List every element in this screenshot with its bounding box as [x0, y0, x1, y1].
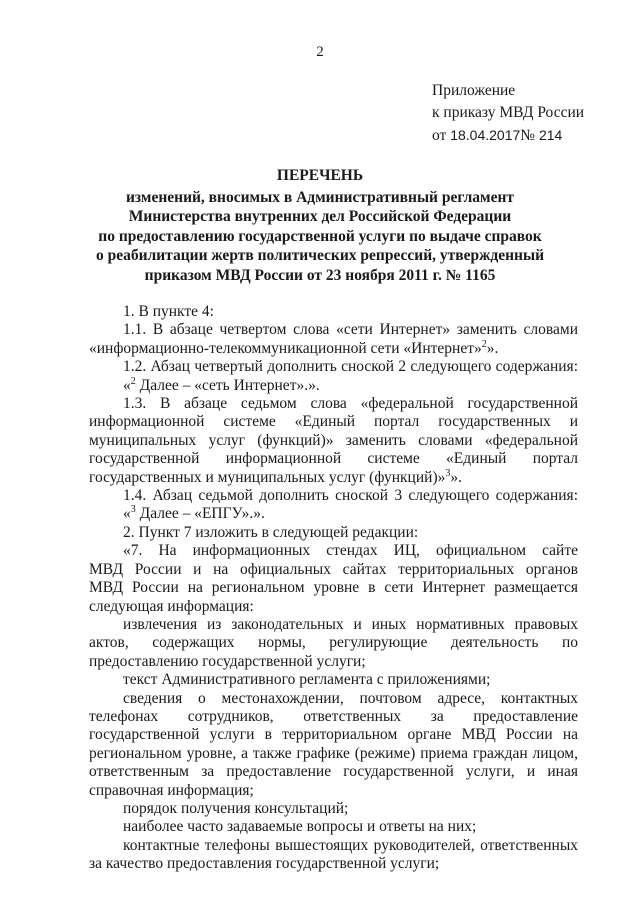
body-line: государственной услуги в территориальном органе МВД России на: [89, 726, 578, 744]
title-line: Министерства внутренних дел Российской Федерации: [128, 208, 512, 225]
appendix-block: [432, 80, 584, 147]
body-line: ответственным за предоставление государственной услуги, и иная: [89, 763, 578, 781]
text-run: Далее – «ЕПГУ».».: [135, 505, 265, 523]
body-line: сведения о местонахождении, почтовом адресе, контактных: [123, 689, 578, 707]
appendix-order-ref: к приказу МВД России: [432, 104, 585, 121]
title-line: приказом МВД России от 23 ноября 2011 г. № 1165: [144, 266, 496, 284]
order-date: 18.04.2017: [450, 127, 521, 143]
date-prefix: от: [432, 127, 447, 144]
body-line: МВД России на региональном уровне в сети Интернет размещается: [89, 579, 578, 597]
appendix-label: Приложение: [432, 82, 516, 99]
text-run: «: [123, 505, 131, 523]
body-line: 1.2. Абзац четвертый дополнить сноской 2 следующего содержания:: [123, 358, 578, 376]
title-line: о реабилитации жертв политических репрессий, утвержденный: [96, 247, 544, 264]
body-line: [89, 469, 578, 487]
number-sign: №: [520, 127, 536, 144]
title-main: ПЕРЕЧЕНЬ: [276, 167, 364, 184]
text-run: «: [123, 376, 131, 394]
footnote-mark: 3: [130, 504, 136, 516]
body-line: за качество предоставления государственной услуги;: [89, 855, 440, 873]
text-run: ».: [486, 339, 499, 357]
body-line: порядок получения консультаций;: [123, 799, 349, 817]
body-line: 1.4. Абзац седьмой дополнить сноской 3 следующего содержания:: [123, 487, 578, 505]
body-line: [89, 505, 578, 523]
text-run: «информационно-телекоммуникационной сети «Интернет»: [89, 339, 482, 357]
body-line: информационной системе «Единый портал государственных и: [89, 413, 578, 431]
title-line: по предоставлению государственной услуги по выдаче справок: [98, 227, 542, 245]
body-line: предоставлению государственной услуги;: [89, 652, 366, 670]
body-line: 1.1. В абзаце четвертом слова «сети Интернет» заменить словами: [123, 321, 578, 339]
body-line: актов, содержащих нормы, регулирующие деятельность по: [89, 634, 578, 652]
body-line: 1. В пункте 4:: [123, 303, 214, 320]
body-line: контактные телефоны вышестоящих руководителей, ответственных: [123, 836, 578, 854]
body-line: муниципальных услуг (функций)» заменить словами «федеральной: [89, 431, 578, 449]
order-number: 214: [538, 127, 563, 143]
body-line: «7. На информационных стендах ИЦ, официальном сайте: [123, 542, 578, 560]
page-number: 2: [316, 44, 324, 60]
body-line: извлечения из законодательных и иных нормативных правовых: [123, 615, 578, 633]
body-line: следующая информация:: [89, 597, 254, 615]
body-line: 1.3. В абзаце седьмом слова «федеральной государственной: [123, 395, 578, 413]
footnote-ref: 3: [445, 467, 451, 479]
document-body: [89, 303, 578, 874]
text-run: ».: [450, 468, 462, 486]
document-title: [60, 166, 580, 285]
body-line: справочная информация;: [89, 781, 254, 799]
footnote-mark: 2: [130, 375, 136, 387]
body-line: текст Административного регламента с приложениями;: [123, 671, 491, 689]
body-line: наиболее часто задаваемые вопросы и ответы на них;: [123, 818, 477, 836]
text-run: государственных и муниципальных услуг (функций)»: [89, 468, 446, 486]
body-line: государственной информационной системе «Единый портал: [89, 450, 578, 468]
body-line: [89, 377, 578, 395]
title-line: изменений, вносимых в Административный регламент: [125, 188, 515, 206]
body-line: телефонах сотрудников, ответственных за предоставление: [89, 707, 578, 725]
text-run: Далее – «сеть Интернет».».: [135, 376, 320, 394]
body-line: [89, 340, 578, 358]
body-line: региональном уровне, а также графике (режиме) приема граждан лицом,: [89, 744, 578, 762]
body-line: 2. Пункт 7 изложить в следующей редакции:: [123, 523, 419, 541]
appendix-date-line: [432, 124, 584, 147]
body-line: МВД России и на официальных сайтах территориальных органов: [89, 560, 578, 578]
footnote-ref: 2: [481, 338, 487, 350]
